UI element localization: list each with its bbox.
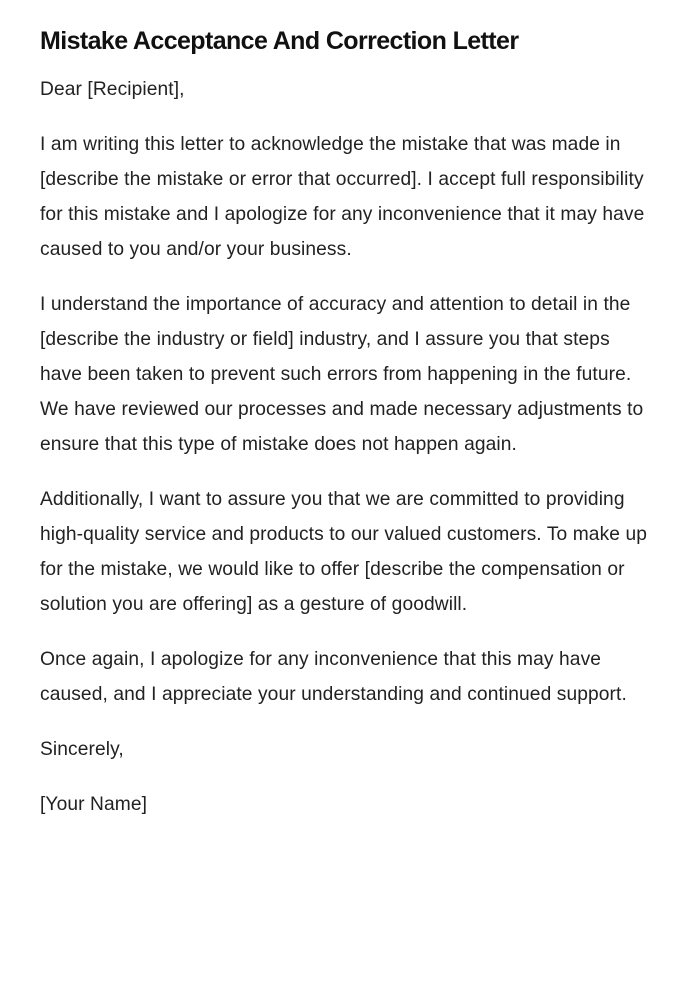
letter-page [40,24,650,822]
letter-closing: Sincerely, [40,739,124,760]
letter-title: Mistake Acceptance And Correction Letter [40,27,519,55]
letter-salutation: Dear [Recipient], [40,79,185,100]
letter-paragraph-4: Once again, I apologize for any inconvenience that this may have caused, and I appreciate your understanding and continued support. [40,649,627,705]
letter-paragraph-3: Additionally, I want to assure you that we are committed to providing high-quality service and products to our valued customers. To make up for the mistake, we would like to offer [describe the compensation or solution you are offering] as a gesture of goodwill. [40,489,648,615]
letter-paragraph-2: I understand the importance of accuracy and attention to detail in the [describe the industry or field] industry, and I assure you that steps have been taken to prevent such errors from happening in the future. We have reviewed our processes and made necessary adjustments to ensure that this type of mistake does not happen again. [40,294,644,455]
letter-signature: [Your Name] [40,794,148,815]
letter-paragraph-1: I am writing this letter to acknowledge the mistake that was made in [describe the mistake or error that occurred]. I accept full responsibility for this mistake and I apologize for any inconvenience that it may have caused to you and/or your business. [40,134,645,260]
